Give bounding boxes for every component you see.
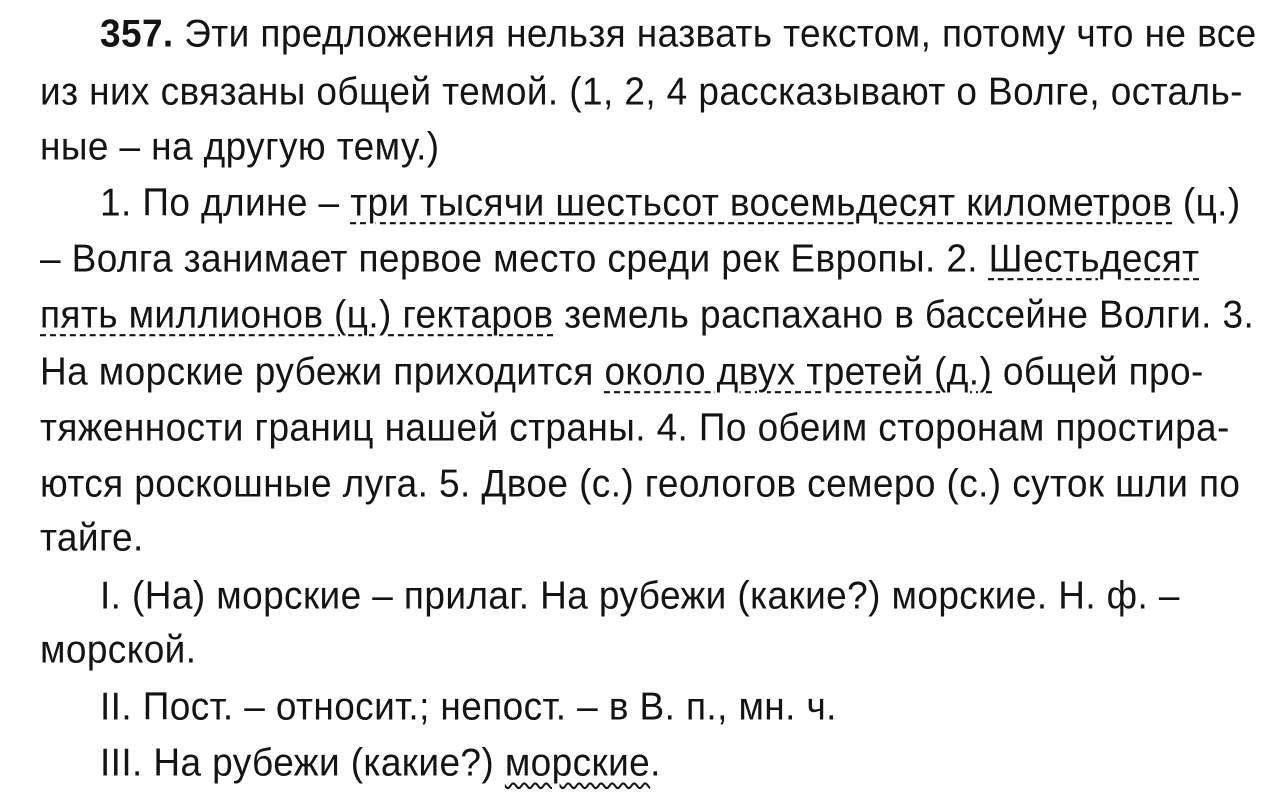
exercise-intro-2: из них связаны общей темой. (1, 2, 4 рассказывают о Волге, осталь-	[40, 69, 1243, 114]
sentence-1-mark: (ц.)	[1172, 180, 1241, 225]
analysis-part-1-end: морской.	[40, 627, 197, 672]
sentence-5-end: тайге.	[40, 515, 144, 560]
sentence-3-mid: общей про-	[992, 349, 1204, 394]
text-line-5	[40, 236, 1200, 283]
analysis-part-1: I. (На) морские – прилаг. На рубежи (какие?) морские. Н. ф. –	[100, 573, 1180, 618]
exercise-intro-3: ные – на другую тему.)	[40, 124, 440, 169]
exercise-intro-1: Эти предложения нельзя назвать текстом, потому что не все	[173, 11, 1257, 56]
numeral-underlined-2b: пять миллионов (ц.) гектаров	[40, 292, 554, 337]
numeral-underlined-1: три тысячи шестьсот восемьдесят километров	[350, 180, 1173, 225]
text-line-6	[40, 292, 1254, 339]
sentence-3-start: На морские рубежи приходится	[40, 349, 605, 394]
text-line-12	[40, 627, 196, 674]
sentence-4-5: ются роскошные луга. 5. Двое (с.) геологов семеро (с.) суток шли по	[40, 461, 1241, 506]
wavy-underlined-word: морские	[504, 740, 651, 785]
analysis-part-2: II. Пост. – относит.; непост. – в В. п., мн. ч.	[100, 684, 837, 729]
text-line-10	[40, 515, 144, 562]
sentence-1-start: 1. По длине –	[100, 180, 351, 225]
sentence-2-end: земель распахано в бассейне Волги. 3.	[553, 292, 1255, 337]
sentence-3-end: тяженности границ нашей страны. 4. По обеим сторонам простира-	[40, 405, 1230, 450]
analysis-part-3-end: .	[650, 740, 661, 785]
analysis-part-3-start: III. На рубежи (какие?)	[100, 740, 505, 785]
text-line-11	[100, 573, 1180, 620]
text-line-8	[40, 405, 1230, 452]
numeral-underlined-3: около двух третей (д.)	[604, 349, 993, 394]
text-line-3	[40, 124, 439, 171]
text-line-14	[100, 740, 661, 787]
text-line-2	[40, 69, 1243, 116]
numeral-underlined-2a: Шестьдесят	[988, 236, 1200, 281]
text-line-4	[100, 180, 1241, 227]
text-line-13	[100, 684, 837, 731]
text-line-9	[40, 461, 1240, 508]
exercise-number: 357.	[100, 11, 174, 56]
text-line-1	[100, 11, 1257, 58]
sentence-1-end: – Волга занимает первое место среди рек Европы. 2.	[40, 236, 989, 281]
text-line-7	[40, 349, 1204, 396]
